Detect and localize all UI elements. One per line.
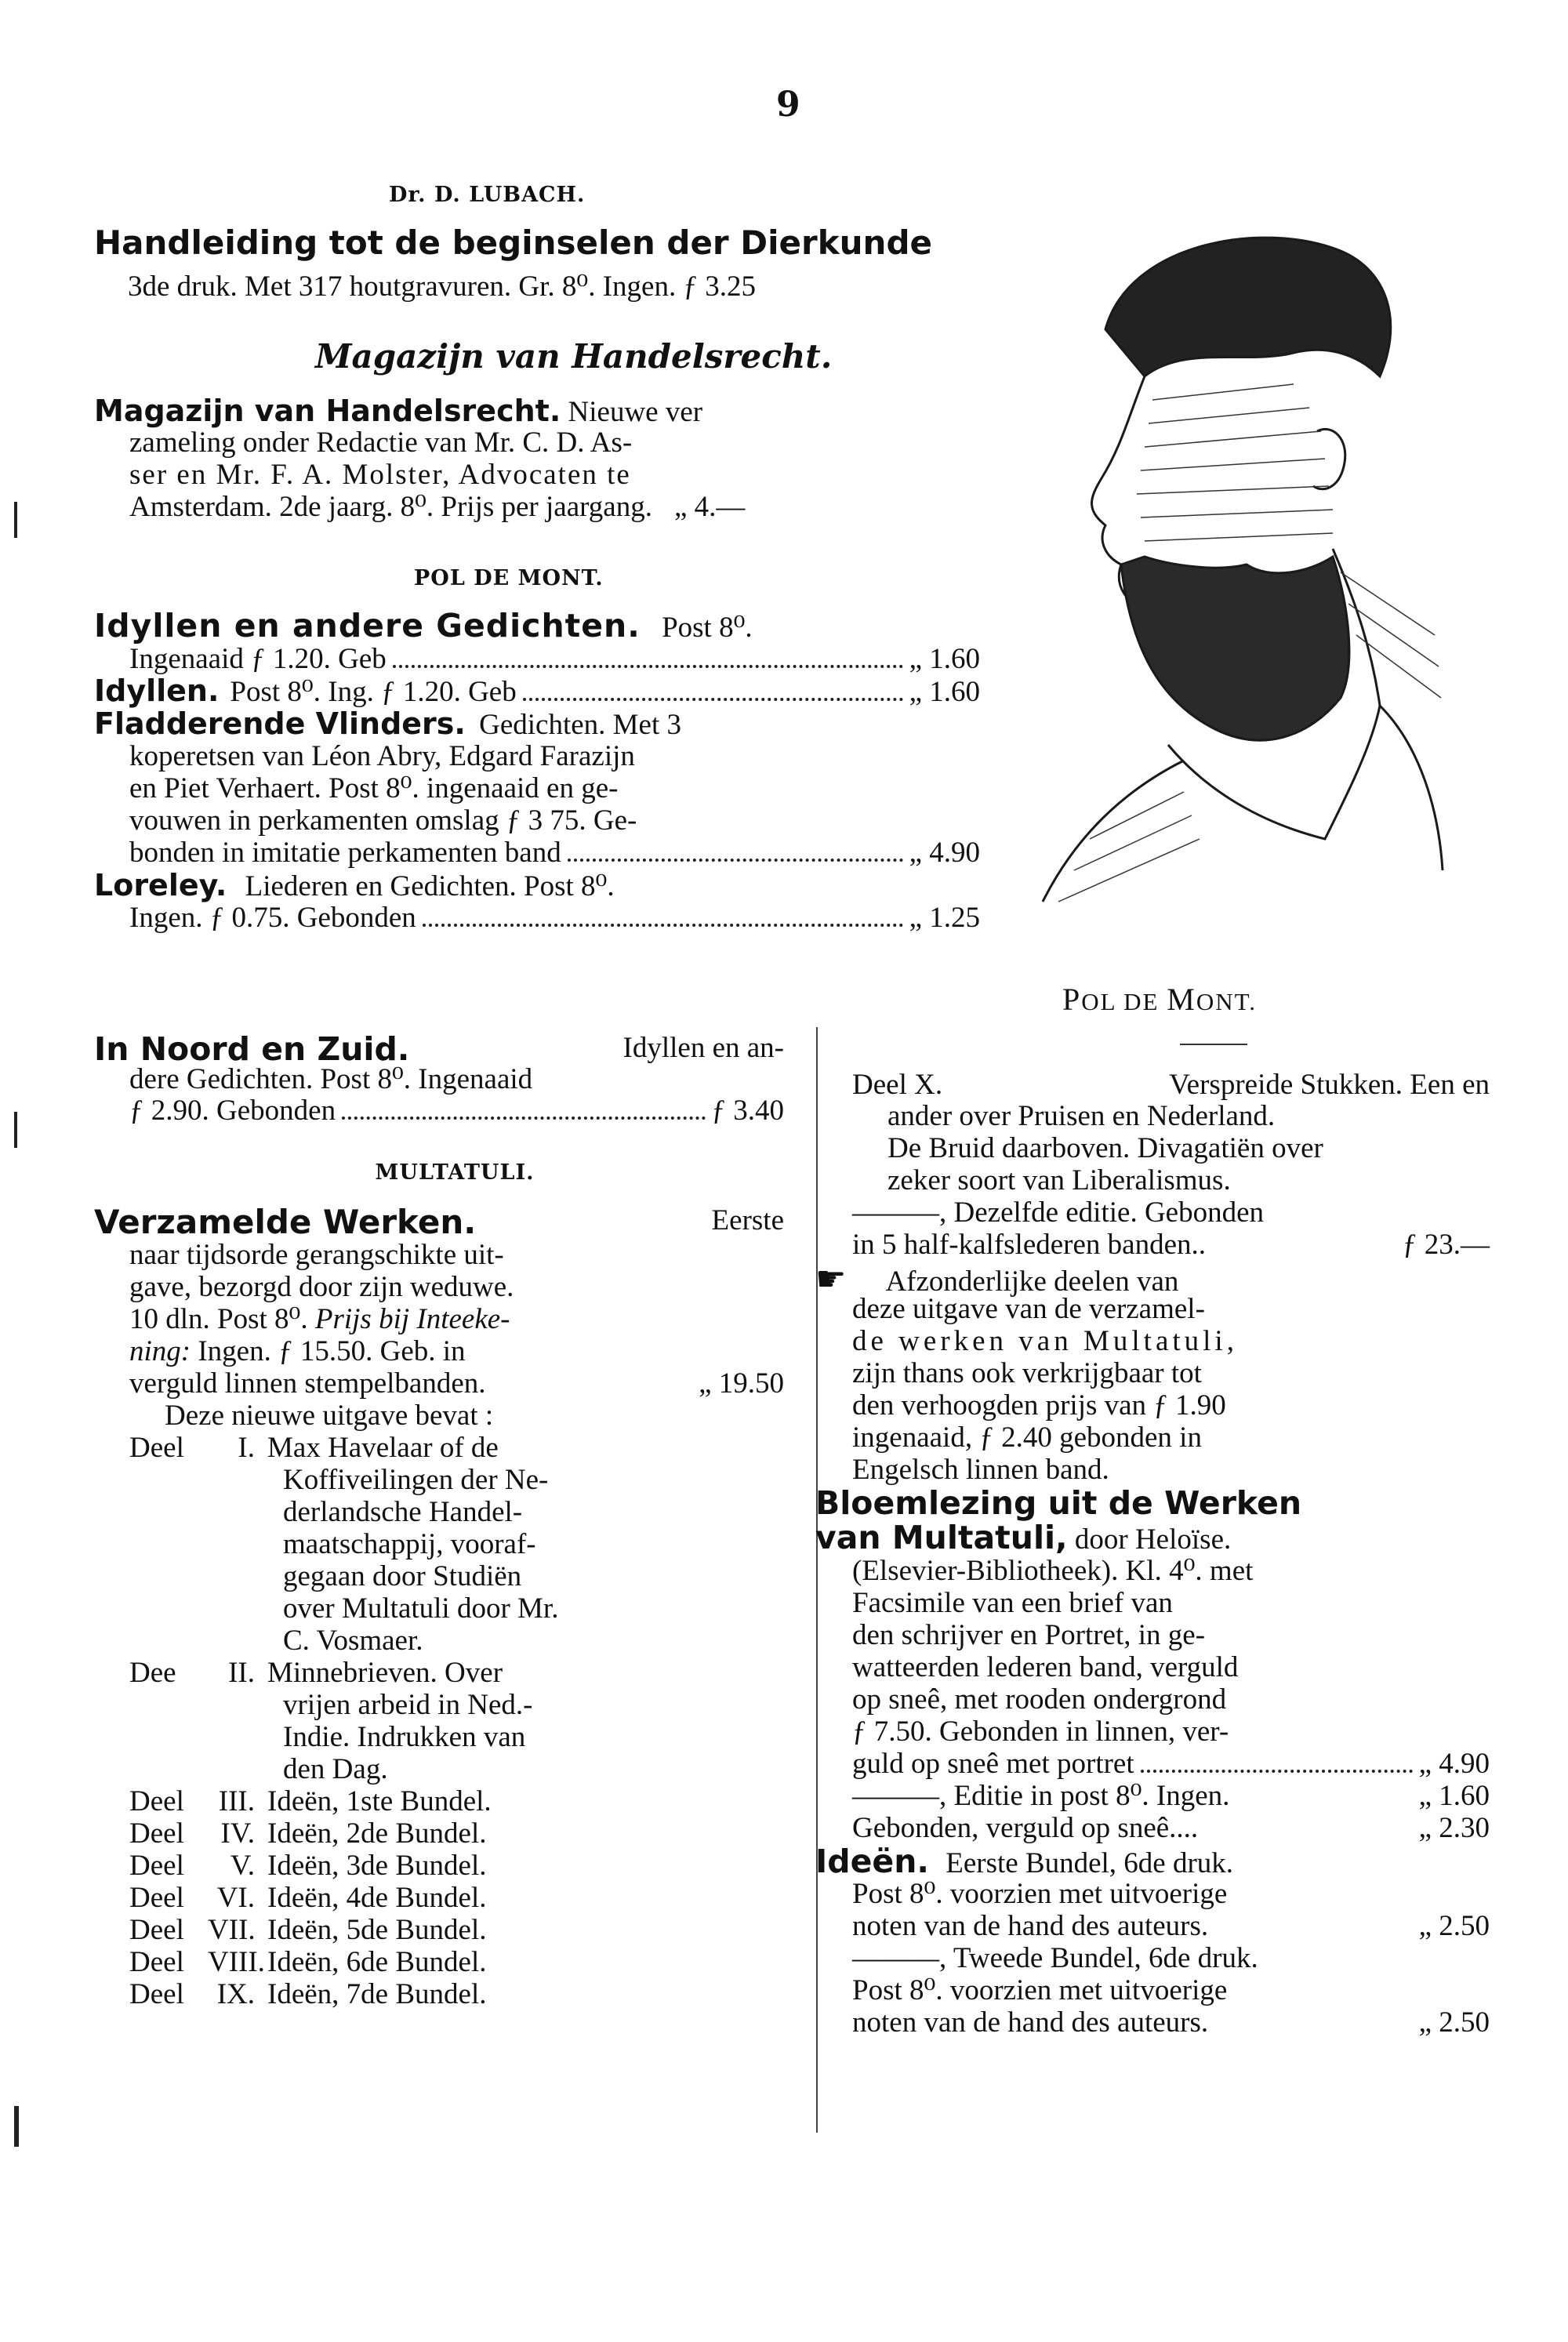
deel-row bbox=[129, 1915, 784, 1948]
loreley-rest: Liederen en Gedichten. Post 8⁰. bbox=[245, 870, 615, 902]
author-lubach: Dr. D. LUBACH. bbox=[389, 183, 586, 207]
loreley-l2-text: Ingen. ƒ 0.75. Gebonden bbox=[129, 902, 416, 934]
magazijn-l1: Nieuwe ver bbox=[568, 396, 703, 428]
deel1-lines bbox=[267, 1433, 628, 1658]
bloem-l10 bbox=[852, 1814, 1490, 1846]
afz-l4: zijn thans ook verkrijgbaar tot bbox=[852, 1357, 1202, 1389]
ideen-l4: ———, Tweede Bundel, 6de druk. bbox=[852, 1942, 1258, 1974]
magazijn-l3: ser en Mr. F. A. Molster, Advocaten te bbox=[129, 459, 631, 491]
portrait-engraving bbox=[1011, 196, 1450, 964]
deel2-line: den Dag. bbox=[283, 1753, 388, 1785]
bloem-title2: van Multatuli, bbox=[815, 1519, 1068, 1556]
ideen-l2: Post 8⁰. voorzien met uitvoerige bbox=[852, 1878, 1228, 1910]
vlinders-l5-text: bonden in imitatie perkamenten band bbox=[129, 837, 561, 869]
vlinders-l4: vouwen in perkamenten omslag ƒ 3 75. Ge- bbox=[129, 804, 637, 837]
idyllen2-price: „ 1.60 bbox=[909, 676, 980, 708]
author-multatuli: MULTATULI. bbox=[375, 1160, 535, 1185]
verz-l5 bbox=[129, 1337, 784, 1369]
idyllen-price: „ 1.60 bbox=[909, 643, 980, 675]
deel-text: Ideën, 1ste Bundel. bbox=[267, 1785, 492, 1817]
ideen-l3 bbox=[852, 1912, 1490, 1944]
deel1-line: Koffiveilingen der Ne- bbox=[283, 1464, 549, 1496]
deel-row bbox=[129, 1883, 784, 1915]
deel-label: Deel bbox=[129, 1817, 184, 1850]
ideen-l6-text: noten van de hand des auteurs. bbox=[852, 2006, 1209, 2039]
verz-l4-b: Prijs bij Inteeke- bbox=[314, 1303, 510, 1335]
bloem-l3: Facsimile van een brief van bbox=[852, 1587, 1173, 1619]
leader-dots bbox=[393, 665, 903, 668]
deel10-l1 bbox=[852, 1070, 1490, 1102]
deel-label: Deel bbox=[129, 1946, 184, 1978]
deel2-lines bbox=[267, 1658, 628, 1787]
bloem-l4: den schrijver en Portret, in ge- bbox=[852, 1619, 1206, 1651]
noord-zuid-price: ƒ 3.40 bbox=[711, 1095, 784, 1127]
deel10-l1-text: Verspreide Stukken. Een en bbox=[1169, 1069, 1490, 1101]
deel2-line: vrijen arbeid in Ned.- bbox=[283, 1689, 533, 1721]
leader-dots bbox=[568, 859, 903, 862]
zelfde-l1: ———, Dezelfde editie. Gebonden bbox=[852, 1196, 1265, 1229]
zelfde-l2 bbox=[852, 1230, 1490, 1262]
hatch-line bbox=[1141, 510, 1333, 517]
vlinders-l2: koperetsen van Léon Abry, Edgard Farazijn bbox=[129, 740, 635, 772]
deel-text: Ideën, 4de Bundel. bbox=[267, 1882, 487, 1914]
leader-dots bbox=[1141, 1770, 1413, 1773]
vlinders-price: „ 4.90 bbox=[909, 837, 980, 869]
deel-row bbox=[129, 1948, 784, 1980]
idyllen-line2 bbox=[129, 645, 980, 676]
portrait-beard bbox=[1121, 557, 1349, 740]
loreley-title: Loreley. bbox=[94, 868, 227, 902]
afz-l3: de werken van Multatuli, bbox=[852, 1325, 1238, 1357]
deel2-num: II. bbox=[228, 1657, 255, 1689]
deel1-line: over Multatuli door Mr. bbox=[283, 1592, 559, 1625]
ideen-rest: Eerste Bundel, 6de druk. bbox=[946, 1847, 1234, 1879]
verz-l5-a: ning: bbox=[129, 1335, 191, 1367]
verz-l2: naar tijdsorde gerangschikte uit- bbox=[129, 1239, 504, 1271]
verz-l6 bbox=[129, 1369, 784, 1401]
bloem-title1: Bloemlezing uit de Werken bbox=[815, 1484, 1302, 1522]
ideen-price1: „ 2.50 bbox=[1418, 1910, 1490, 1942]
ideen-l3-text: noten van de hand des auteurs. bbox=[852, 1910, 1209, 1942]
deel1-label: Deel bbox=[129, 1432, 184, 1464]
idyllen2-rest: Post 8⁰. Ing. ƒ 1.20. Geb bbox=[230, 676, 517, 708]
ideen-line1 bbox=[815, 1843, 1490, 1880]
pol-de-mont-entries bbox=[94, 607, 980, 935]
deel-text: Ideën, 6de Bundel. bbox=[267, 1946, 487, 1978]
left-column bbox=[94, 1030, 784, 2012]
deel1-line: derlandsche Handel- bbox=[283, 1496, 523, 1528]
leader-dots bbox=[423, 924, 903, 927]
ideen-l6 bbox=[852, 2008, 1490, 2040]
deel-num: VII. bbox=[208, 1914, 256, 1946]
magazijn-l2 bbox=[129, 428, 878, 458]
ideen-l5: Post 8⁰. voorzien met uitvoerige bbox=[852, 1974, 1228, 2006]
magazijn-title: Magazijn van Handelsrecht. bbox=[94, 394, 561, 428]
caption-ol: OL DE bbox=[1081, 988, 1167, 1015]
verz-l4 bbox=[129, 1305, 784, 1337]
hatch-line bbox=[1152, 384, 1294, 400]
magazijn-l4-text: Amsterdam. 2de jaarg. 8⁰. Prijs per jaargang. bbox=[129, 491, 652, 523]
bloem-l7: ƒ 7.50. Gebonden in linnen, ver- bbox=[852, 1716, 1229, 1748]
portrait-caption bbox=[1062, 981, 1257, 1018]
verz-rest: Eerste bbox=[711, 1204, 784, 1236]
deel-text: Ideën, 2de Bundel. bbox=[267, 1817, 487, 1850]
idyllen-post: Post 8⁰. bbox=[662, 612, 753, 644]
bloem-price1: „ 4.90 bbox=[1418, 1748, 1490, 1780]
deel-text: Ideën, 7de Bundel. bbox=[267, 1978, 487, 2010]
portrait-hair bbox=[1105, 238, 1391, 376]
zelfde-price: ƒ 23.— bbox=[1403, 1229, 1490, 1261]
idyllen-line2-text: Ingenaaid ƒ 1.20. Geb bbox=[129, 643, 387, 675]
hatch-line bbox=[1348, 604, 1439, 666]
hatch-line bbox=[1074, 815, 1192, 870]
deel-label: Deel bbox=[129, 1785, 184, 1817]
idyllen2-line bbox=[94, 676, 980, 709]
caption-p: P bbox=[1062, 982, 1082, 1017]
caption-m: M bbox=[1167, 982, 1196, 1017]
noord-zuid-title: In Noord en Zuid. bbox=[94, 1030, 410, 1068]
heading-magazijn: Magazijn van Handelsrecht. bbox=[315, 337, 833, 376]
deel-text: Ideën, 5de Bundel. bbox=[267, 1914, 487, 1946]
verz-line1 bbox=[94, 1203, 784, 1241]
deel2-line: Indie. Indrukken van bbox=[283, 1721, 526, 1753]
right-column bbox=[815, 1070, 1490, 2040]
author-pol-de-mont: POL DE MONT. bbox=[414, 566, 604, 590]
ideen-title: Ideën. bbox=[815, 1843, 929, 1880]
deel1-line: gegaan door Studiën bbox=[283, 1560, 522, 1592]
loreley-price: „ 1.25 bbox=[909, 902, 980, 934]
deel10-l4: zeker soort van Liberalismus. bbox=[887, 1164, 1231, 1196]
verz-l5-b: Ingen. ƒ 15.50. Geb. in bbox=[198, 1335, 466, 1367]
deel1-num: I. bbox=[238, 1432, 255, 1464]
deel-num: IV. bbox=[220, 1817, 255, 1850]
deel1-line: Max Havelaar of de bbox=[267, 1432, 499, 1464]
bloem-l9-text: ———, Editie in post 8⁰. Ingen. bbox=[852, 1780, 1230, 1812]
deel-row bbox=[129, 1980, 784, 2012]
ideen-price2: „ 2.50 bbox=[1418, 2006, 1490, 2039]
pointing-hand-icon: ☛ bbox=[815, 1259, 847, 1299]
deel-num: IX. bbox=[216, 1978, 255, 2010]
deel-label: Deel bbox=[129, 1914, 184, 1946]
title-dierkunde: Handleiding tot de beginselen der Dierkunde bbox=[94, 223, 933, 262]
deel1-line: maatschappij, vooraf- bbox=[283, 1528, 536, 1560]
idyllen2-title: Idyllen. bbox=[94, 674, 220, 708]
verz-l6-text: verguld linnen stempelbanden. bbox=[129, 1367, 486, 1400]
afz-l2: deze uitgave van de verzamel- bbox=[852, 1293, 1205, 1325]
bloem-l8-text: guld op sneê met portret bbox=[852, 1748, 1134, 1780]
magazijn-l4 bbox=[129, 492, 953, 522]
idyllen-title: Idyllen en andere Gedichten. bbox=[94, 607, 641, 645]
bloem-title2-line bbox=[815, 1519, 1490, 1556]
magazijn-l2-text: zameling onder Redactie van Mr. C. D. As- bbox=[129, 427, 633, 459]
deel2-block bbox=[129, 1658, 784, 1787]
afz-l7: Engelsch linnen band. bbox=[852, 1454, 1109, 1486]
loreley-l2 bbox=[129, 903, 980, 935]
deel-num: III. bbox=[218, 1785, 255, 1817]
bloem-l8 bbox=[852, 1749, 1490, 1781]
bloem-price2: „ 1.60 bbox=[1418, 1780, 1490, 1812]
bloem-price3: „ 2.30 bbox=[1418, 1812, 1490, 1844]
deel-label: Deel bbox=[129, 1978, 184, 2010]
afz-l1-text: Afzonderlijke deelen van bbox=[885, 1265, 1179, 1298]
margin-mark bbox=[14, 502, 17, 538]
page-number: 9 bbox=[776, 85, 800, 125]
noord-zuid-rest: Idyllen en an- bbox=[622, 1032, 784, 1064]
bloem-door: door Heloïse. bbox=[1074, 1523, 1232, 1556]
bloem-l6: op sneê, met rooden ondergrond bbox=[852, 1683, 1227, 1716]
hatch-line bbox=[1356, 635, 1441, 698]
hatch-line bbox=[1145, 533, 1333, 541]
verz-price: „ 19.50 bbox=[699, 1367, 784, 1400]
deel1-line: C. Vosmaer. bbox=[283, 1625, 423, 1657]
deel10-l2: ander over Pruisen en Nederland. bbox=[887, 1100, 1276, 1132]
deel-row bbox=[129, 1787, 784, 1819]
vlinders-l5 bbox=[129, 838, 980, 870]
margin-mark bbox=[14, 1112, 17, 1148]
vlinders-l3: en Piet Verhaert. Post 8⁰. ingenaaid en ge- bbox=[129, 772, 619, 804]
verz-l3: gave, bezorgd door zijn weduwe. bbox=[129, 1271, 514, 1303]
deel10-label: Deel X. bbox=[852, 1069, 943, 1101]
deel-label: Deel bbox=[129, 1882, 184, 1914]
deel10-l3: De Bruid daarboven. Divagatiën over bbox=[887, 1132, 1323, 1164]
noord-zuid-line1 bbox=[94, 1030, 784, 1068]
hatch-line bbox=[1137, 486, 1329, 494]
zelfde-l2-text: in 5 half-kalfslederen banden.. bbox=[852, 1229, 1207, 1261]
deel-num: VI. bbox=[216, 1882, 255, 1914]
deel-row bbox=[129, 1819, 784, 1851]
verz-bevat: Deze nieuwe uitgave bevat : bbox=[165, 1400, 494, 1432]
hatch-line bbox=[1058, 839, 1200, 902]
hatch-line bbox=[1149, 408, 1309, 423]
dierkunde-details: 3de druk. Met 317 houtgravuren. Gr. 8⁰. Ingen. ƒ 3.25 bbox=[128, 271, 756, 303]
afz-l6: ingenaaid, ƒ 2.40 gebonden in bbox=[852, 1422, 1202, 1454]
deel2-line: Minnebrieven. Over bbox=[267, 1657, 503, 1689]
bloem-l2: (Elsevier-Bibliotheek). Kl. 4⁰. met bbox=[852, 1555, 1254, 1587]
deel1-block bbox=[129, 1433, 784, 1658]
magazijn-price: „ 4.— bbox=[673, 491, 746, 523]
vlinders-rest: Gedichten. Met 3 bbox=[479, 709, 682, 741]
noord-zuid-l2: dere Gedichten. Post 8⁰. Ingenaaid bbox=[129, 1063, 533, 1095]
leader-dots bbox=[342, 1117, 705, 1120]
leader-dots bbox=[523, 698, 903, 701]
deel2-label: Dee bbox=[129, 1657, 176, 1689]
hatch-line bbox=[1145, 431, 1321, 447]
deel-num: V. bbox=[230, 1850, 255, 1882]
section-rule bbox=[1180, 1044, 1247, 1045]
margin-mark bbox=[14, 2106, 19, 2147]
afz-l1 bbox=[815, 1259, 1490, 1299]
deel-num: VIII. bbox=[208, 1946, 265, 1978]
verz-title: Verzamelde Werken. bbox=[94, 1203, 477, 1241]
entry-magazijn bbox=[94, 396, 878, 522]
hatch-line bbox=[1141, 459, 1325, 470]
deel-text: Ideën, 3de Bundel. bbox=[267, 1850, 487, 1882]
vlinders-title: Fladderende Vlinders. bbox=[94, 706, 466, 741]
deel-row bbox=[129, 1851, 784, 1883]
caption-ont: ONT. bbox=[1196, 988, 1257, 1015]
noord-zuid-l3 bbox=[129, 1096, 784, 1127]
bloem-l9 bbox=[852, 1781, 1490, 1814]
bloem-l5: watteerden lederen band, verguld bbox=[852, 1651, 1239, 1683]
bloem-l10-text: Gebonden, verguld op sneê.... bbox=[852, 1812, 1199, 1844]
noord-zuid-l3-text: ƒ 2.90. Gebonden bbox=[129, 1095, 336, 1127]
afz-l5: den verhoogden prijs van ƒ 1.90 bbox=[852, 1389, 1226, 1422]
verz-l4-a: 10 dln. Post 8⁰. bbox=[129, 1303, 308, 1335]
deel-label: Deel bbox=[129, 1850, 184, 1882]
